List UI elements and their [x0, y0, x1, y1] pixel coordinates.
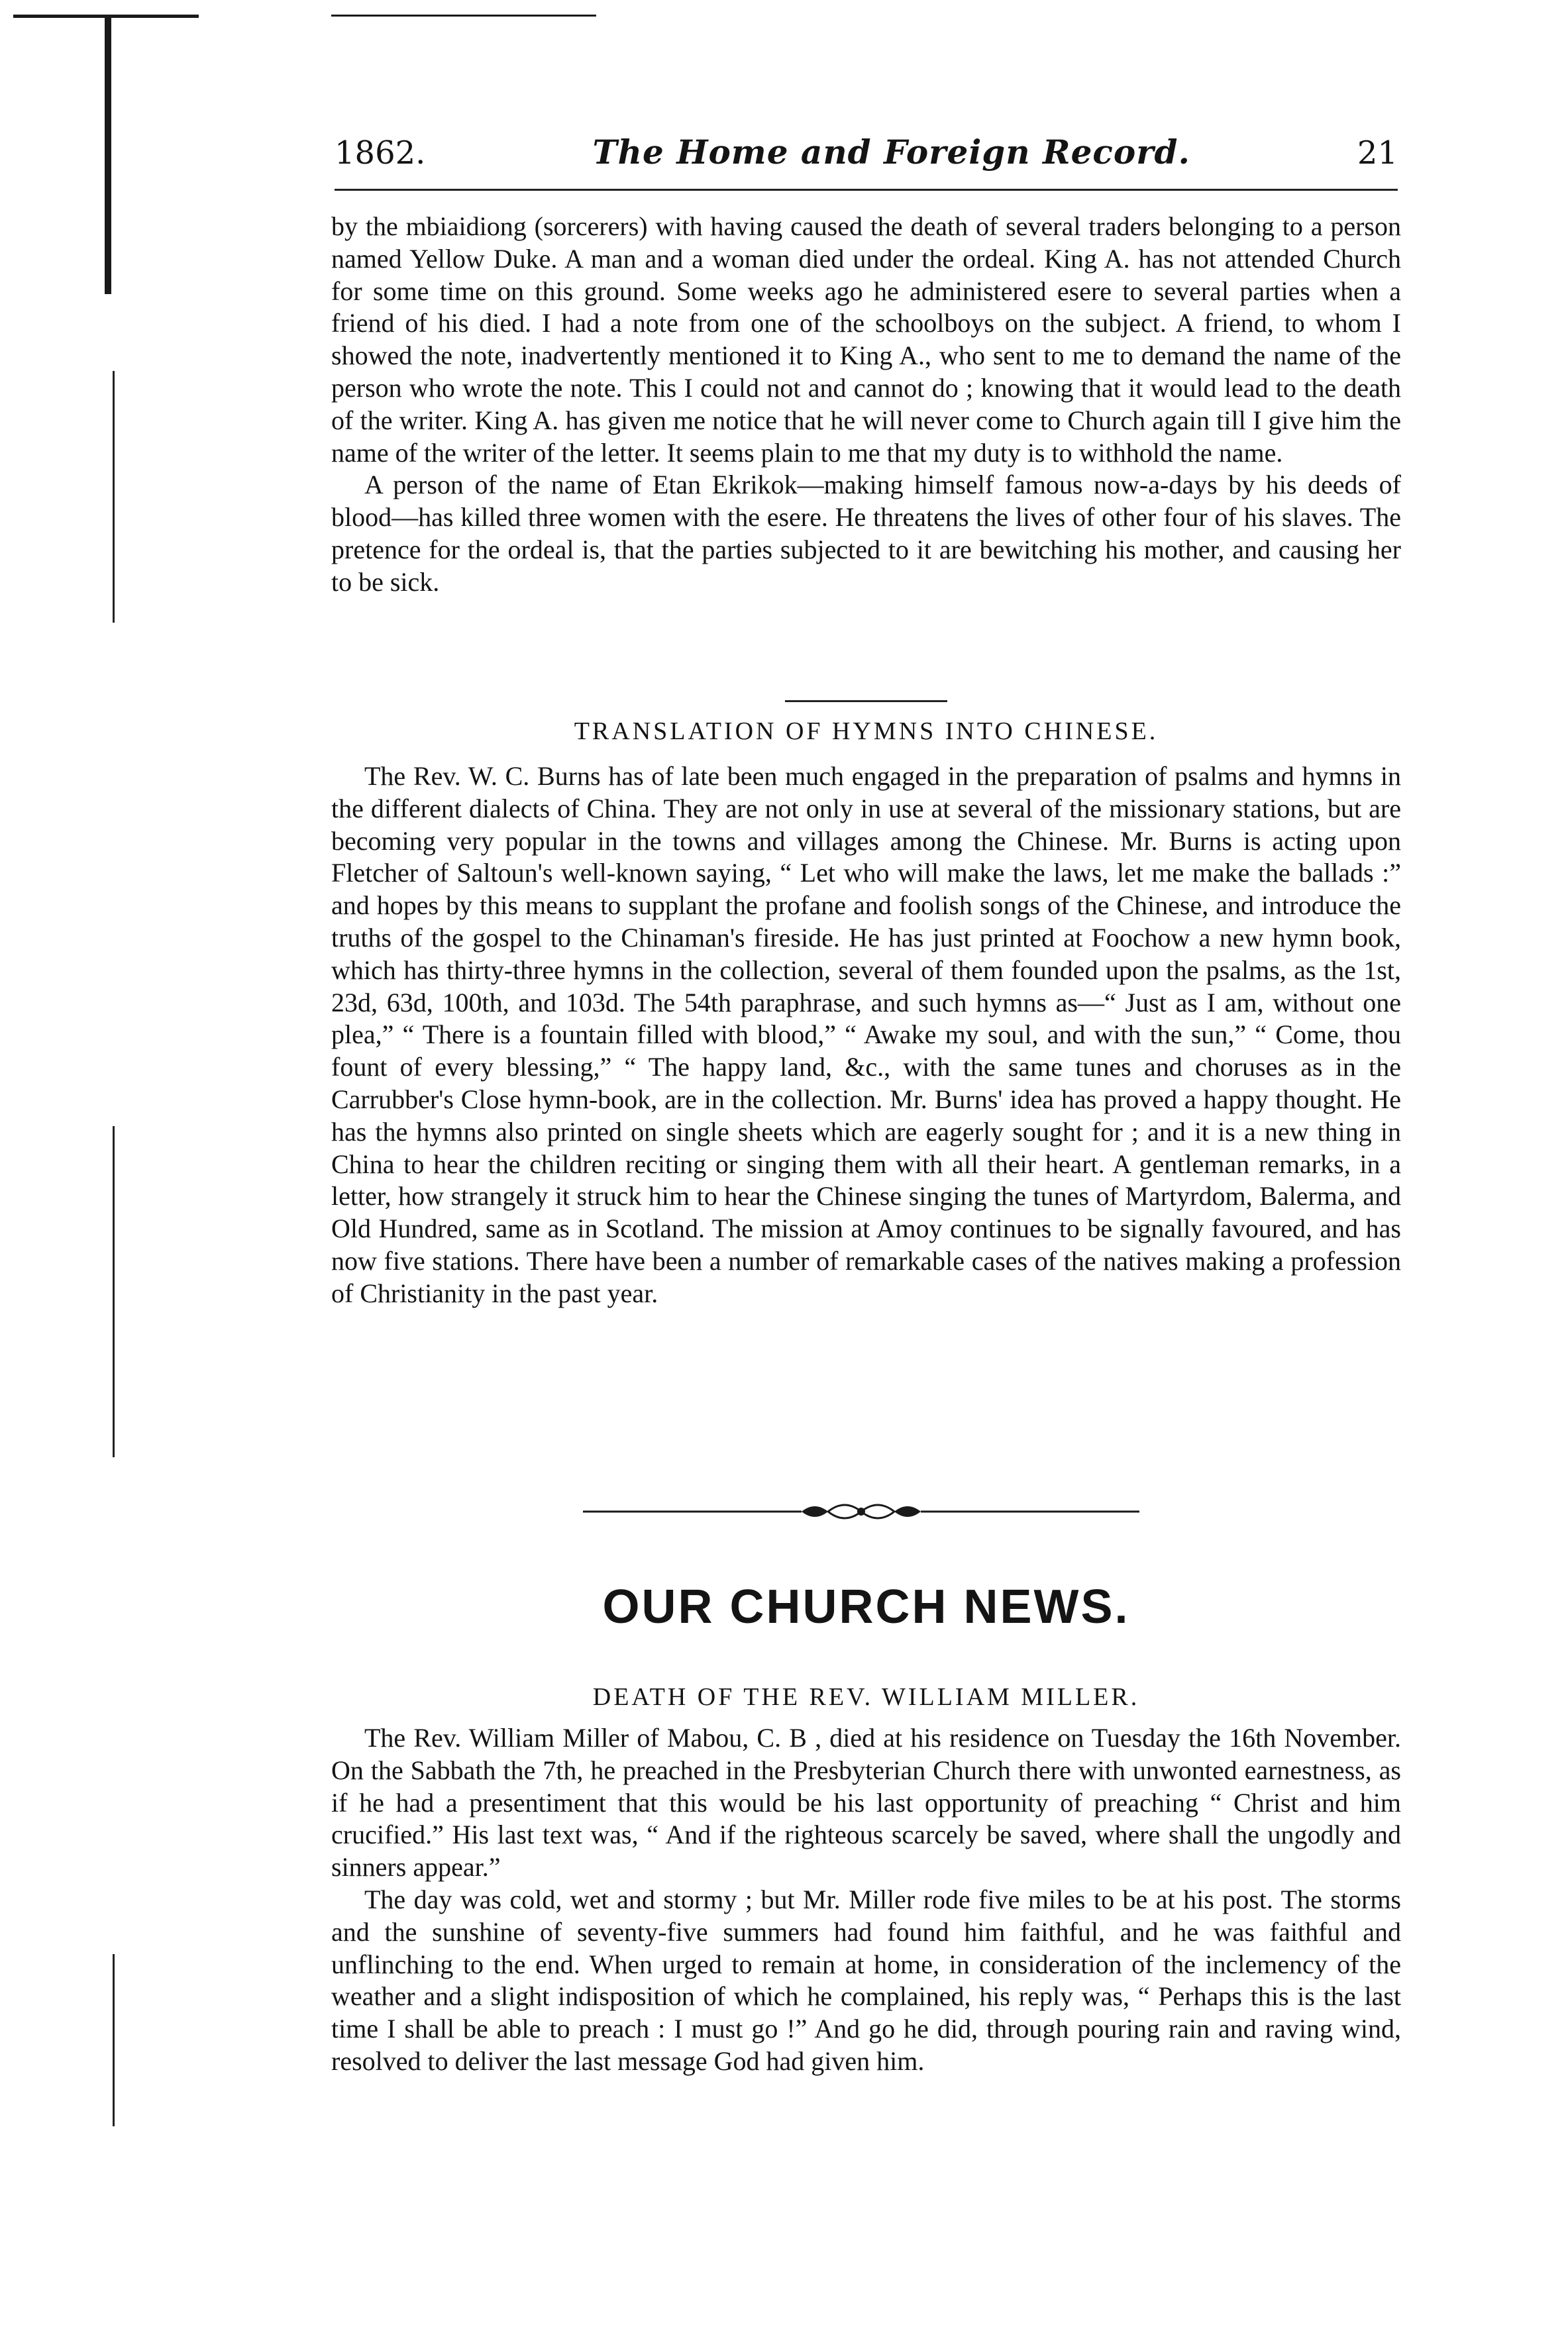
page-number: 21	[1357, 134, 1398, 172]
scan-edge-bar	[105, 16, 111, 294]
obituary-paragraph: The Rev. William Miller of Mabou, C. B , died at his residence on Tuesday the 16th November. On the Sabbath the 7th, he preached in the Presbyterian Church there with unwonted earnestness, as if he had a presentiment that this would be his last opportunity of preaching “ Christ and him crucified.” His last text was, “ And if the righteous scarcely be saved, where shall the ungodly and sinners appear.”	[331, 1723, 1401, 1883]
church-news-heading: OUR CHURCH NEWS.	[602, 1580, 1130, 1633]
obituary-paragraph: The day was cold, wet and stormy ; but Mr. Miller rode five miles to be at his post. The storms and the sunshine of seventy-five summers had found him faithful, and he was faithful and unflinching to the end. When urged to remain at home, in consideration of the inclemency of the weather and a slight indisposition of which he complained, his reply was, “ Perhaps this is the last time I shall be able to preach : I must go !” And go he did, through pouring rain and raving wind, resolved to deliver the last message God had given him.	[331, 1884, 1401, 2076]
running-head	[335, 132, 1398, 179]
section-divider	[785, 700, 947, 702]
obituary-text	[331, 1722, 1401, 2078]
translation-text	[331, 760, 1401, 1310]
page-year: 1862.	[335, 134, 426, 172]
scan-edge-line	[113, 371, 115, 623]
header-rule	[335, 189, 1398, 191]
translation-heading: TRANSLATION OF HYMNS INTO CHINESE.	[574, 717, 1159, 745]
obituary-heading: DEATH OF THE REV. WILLIAM MILLER.	[592, 1683, 1140, 1711]
scan-mark-top-thin	[331, 15, 596, 17]
continuation-paragraph: by the mbiaidiong (sorcerers) with having caused the death of several traders belonging to a person named Yellow Duke. A man and a woman died under the ordeal. King A. has not attended Church for some time on this ground. Some weeks ago he administered esere to several parties when a friend of his died. I had a note from one of the schoolboys on the subject. A friend, to whom I showed the note, inadvertently mentioned it to King A., who sent to me to demand the name of the person who wrote the note. This I could not and cannot do ; knowing that it would lead to the death of the writer. King A. has given me notice that he will never come to Church again till I give him the name of the writer of the letter. It seems plain to me that my duty is to withhold the name.	[331, 211, 1401, 468]
journal-title: The Home and Foreign Record.	[592, 132, 1190, 172]
ornamental-divider	[583, 1498, 1139, 1525]
continuation-paragraph: A person of the name of Etan Ekrikok—making himself famous now-a-days by his deeds of blood—has killed three women with the esere. He threatens the lives of other four of his slaves. The pretence for the ordeal is, that the parties subjected to it are bewitching his mother, and causing her to be sick.	[331, 470, 1401, 597]
scan-edge-line	[113, 1954, 115, 2126]
scan-edge-line	[113, 1126, 115, 1457]
translation-paragraph: The Rev. W. C. Burns has of late been much engaged in the preparation of psalms and hymns in the different dialects of China. They are not only in use at several of the missionary stations, but are becoming very popular in the towns and villages among the Chinese. Mr. Burns is acting upon Fletcher of Saltoun's well-known saying, “ Let who will make the laws, let me make the ballads :” and hopes by this means to supplant the profane and foolish songs of the Chinese, and introduce the truths of the gospel to the Chinaman's fireside. He has just printed at Foochow a new hymn book, which has thirty-three hymns in the collection, several of them founded upon the psalms, as the 1st, 23d, 63d, 100th, and 103d. The 54th paraphrase, and such hymns as—“ Just as I am, without one plea,” “ There is a fountain filled with blood,” “ Awake my soul, and with the sun,” “ Come, thou fount of every blessing,” “ The happy land, &c., with the same tunes and choruses as in the Carrubber's Close hymn-book, are in the collection. Mr. Burns' idea has proved a happy thought. He has the hymns also printed on single sheets which are eagerly sought for ; and it is a new thing in China to hear the children reciting or singing them with all their heart. A gentleman remarks, in a letter, how strangely it struck him to hear the Chinese singing the tunes of Martyrdom, Balerma, and Old Hundred, same as in Scotland. The mission at Amoy continues to be signally favoured, and has now five stations. There have been a number of remarkable cases of the natives making a profession of Christianity in the past year.	[331, 761, 1401, 1308]
continuation-text	[331, 211, 1401, 599]
